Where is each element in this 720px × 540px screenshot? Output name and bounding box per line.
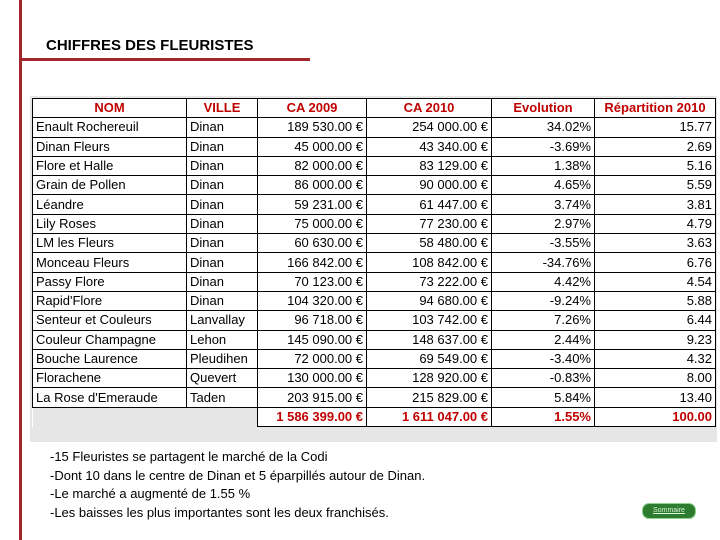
cell-nom: Monceau Fleurs: [33, 253, 187, 272]
cell-ca-2009: 145 090.00 €: [258, 330, 367, 349]
cell-evolution: -3.69%: [492, 137, 595, 156]
cell-evolution: 2.97%: [492, 214, 595, 233]
cell-nom: Senteur et Couleurs: [33, 311, 187, 330]
table-row: [33, 118, 716, 137]
cell-ville: Quevert: [187, 369, 258, 388]
table-row: [33, 214, 716, 233]
cell-repartition: 5.16: [595, 156, 716, 175]
cell-evolution: 2.44%: [492, 330, 595, 349]
cell-repartition: 8.00: [595, 369, 716, 388]
total-repartition: 100.00: [595, 407, 716, 426]
table-row: [33, 156, 716, 175]
cell-ville: Taden: [187, 388, 258, 407]
column-header: VILLE: [187, 99, 258, 118]
total-evolution: 1.55%: [492, 407, 595, 426]
table-row: [33, 330, 716, 349]
cell-ville: Dinan: [187, 214, 258, 233]
note-line: -Les baisses les plus importantes sont les deux franchisés.: [50, 504, 389, 520]
cell-ville: Dinan: [187, 137, 258, 156]
table-row: [33, 272, 716, 291]
cell-repartition: 2.69: [595, 137, 716, 156]
cell-nom: Couleur Champagne: [33, 330, 187, 349]
cell-nom: Florachene: [33, 369, 187, 388]
cell-ca-2009: 75 000.00 €: [258, 214, 367, 233]
cell-repartition: 4.32: [595, 349, 716, 368]
cell-repartition: 9.23: [595, 330, 716, 349]
cell-repartition: 4.79: [595, 214, 716, 233]
cell-repartition: 3.81: [595, 195, 716, 214]
cell-nom: Lily Roses: [33, 214, 187, 233]
cell-nom: Flore et Halle: [33, 156, 187, 175]
cell-ca-2010: 69 549.00 €: [367, 349, 492, 368]
cell-repartition: 4.54: [595, 272, 716, 291]
table-row: [33, 311, 716, 330]
cell-evolution: 5.84%: [492, 388, 595, 407]
cell-ca-2009: 166 842.00 €: [258, 253, 367, 272]
cell-repartition: 3.63: [595, 234, 716, 253]
page-title: CHIFFRES DES FLEURISTES: [46, 37, 254, 54]
cell-nom: Dinan Fleurs: [33, 137, 187, 156]
cell-repartition: 13.40: [595, 388, 716, 407]
cell-ca-2010: 128 920.00 €: [367, 369, 492, 388]
cell-ca-2009: 59 231.00 €: [258, 195, 367, 214]
totals-row: [33, 407, 716, 426]
cell-ville: Pleudihen: [187, 349, 258, 368]
column-header: CA 2010: [367, 99, 492, 118]
cell-ca-2010: 94 680.00 €: [367, 291, 492, 310]
cell-ville: Dinan: [187, 176, 258, 195]
table-row: [33, 253, 716, 272]
cell-ca-2010: 58 480.00 €: [367, 234, 492, 253]
title-underline: [22, 58, 310, 61]
table-row: [33, 137, 716, 156]
cell-ville: Lanvallay: [187, 311, 258, 330]
cell-ca-2009: 189 530.00 €: [258, 118, 367, 137]
table-row: [33, 349, 716, 368]
cell-ca-2009: 96 718.00 €: [258, 311, 367, 330]
cell-evolution: -3.40%: [492, 349, 595, 368]
cell-nom: Bouche Laurence: [33, 349, 187, 368]
cell-ca-2010: 103 742.00 €: [367, 311, 492, 330]
note-line: -15 Fleuristes se partagent le marché de la Codi: [50, 449, 328, 464]
cell-ca-2009: 72 000.00 €: [258, 349, 367, 368]
total-ca-2009: 1 586 399.00 €: [258, 407, 367, 426]
column-header: CA 2009: [258, 99, 367, 118]
cell-ca-2009: 130 000.00 €: [258, 369, 367, 388]
cell-nom: LM les Fleurs: [33, 234, 187, 253]
cell-repartition: 5.59: [595, 176, 716, 195]
cell-evolution: 1.38%: [492, 156, 595, 175]
cell-ville: Dinan: [187, 253, 258, 272]
cell-ca-2010: 108 842.00 €: [367, 253, 492, 272]
cell-evolution: 3.74%: [492, 195, 595, 214]
cell-evolution: 7.26%: [492, 311, 595, 330]
table-row: [33, 291, 716, 310]
note-line: -Le marché a augmenté de 1.55 %: [50, 486, 251, 501]
cell-repartition: 15.77: [595, 118, 716, 137]
column-header: Répartition 2010: [595, 99, 716, 118]
cell-ca-2009: 82 000.00 €: [258, 156, 367, 175]
cell-ville: Dinan: [187, 291, 258, 310]
cell-evolution: 34.02%: [492, 118, 595, 137]
column-header: NOM: [33, 99, 187, 118]
cell-nom: Rapid'Flore: [33, 291, 187, 310]
cell-evolution: -9.24%: [492, 291, 595, 310]
cell-evolution: -34.76%: [492, 253, 595, 272]
cell-ca-2009: 86 000.00 €: [258, 176, 367, 195]
cell-repartition: 6.76: [595, 253, 716, 272]
cell-ville: Dinan: [187, 118, 258, 137]
table-header-row: [33, 99, 716, 118]
cell-ville: Dinan: [187, 195, 258, 214]
cell-ville: Lehon: [187, 330, 258, 349]
totals-blank: [187, 407, 258, 426]
cell-evolution: 4.42%: [492, 272, 595, 291]
cell-ca-2009: 70 123.00 €: [258, 272, 367, 291]
notes-text: [50, 448, 425, 522]
cell-ca-2009: 60 630.00 €: [258, 234, 367, 253]
cell-nom: Passy Flore: [33, 272, 187, 291]
cell-ca-2009: 104 320.00 €: [258, 291, 367, 310]
cell-ca-2009: 203 915.00 €: [258, 388, 367, 407]
florists-table: [32, 98, 716, 427]
cell-ca-2010: 61 447.00 €: [367, 195, 492, 214]
cell-evolution: -0.83%: [492, 369, 595, 388]
cell-ca-2009: 45 000.00 €: [258, 137, 367, 156]
cell-nom: Grain de Pollen: [33, 176, 187, 195]
table-row: [33, 195, 716, 214]
cell-evolution: -3.55%: [492, 234, 595, 253]
cell-nom: Enault Rochereuil: [33, 118, 187, 137]
cell-ca-2010: 215 829.00 €: [367, 388, 492, 407]
column-header: Evolution: [492, 99, 595, 118]
sommaire-button[interactable]: Sommaire: [642, 503, 696, 519]
cell-ca-2010: 43 340.00 €: [367, 137, 492, 156]
table-row: [33, 176, 716, 195]
cell-ville: Dinan: [187, 234, 258, 253]
cell-ca-2010: 148 637.00 €: [367, 330, 492, 349]
cell-ca-2010: 254 000.00 €: [367, 118, 492, 137]
totals-blank: [33, 407, 187, 426]
cell-ca-2010: 73 222.00 €: [367, 272, 492, 291]
note-line: -Dont 10 dans le centre de Dinan et 5 éparpillés autour de Dinan.: [50, 467, 426, 483]
cell-ca-2010: 90 000.00 €: [367, 176, 492, 195]
table-row: [33, 234, 716, 253]
left-accent-rule: [19, 0, 22, 540]
cell-ville: Dinan: [187, 272, 258, 291]
cell-ca-2010: 83 129.00 €: [367, 156, 492, 175]
cell-ca-2010: 77 230.00 €: [367, 214, 492, 233]
cell-evolution: 4.65%: [492, 176, 595, 195]
table-row: [33, 369, 716, 388]
cell-repartition: 6.44: [595, 311, 716, 330]
cell-ville: Dinan: [187, 156, 258, 175]
cell-nom: La Rose d'Emeraude: [33, 388, 187, 407]
table-row: [33, 388, 716, 407]
cell-repartition: 5.88: [595, 291, 716, 310]
cell-nom: Léandre: [33, 195, 187, 214]
total-ca-2010: 1 611 047.00 €: [367, 407, 492, 426]
